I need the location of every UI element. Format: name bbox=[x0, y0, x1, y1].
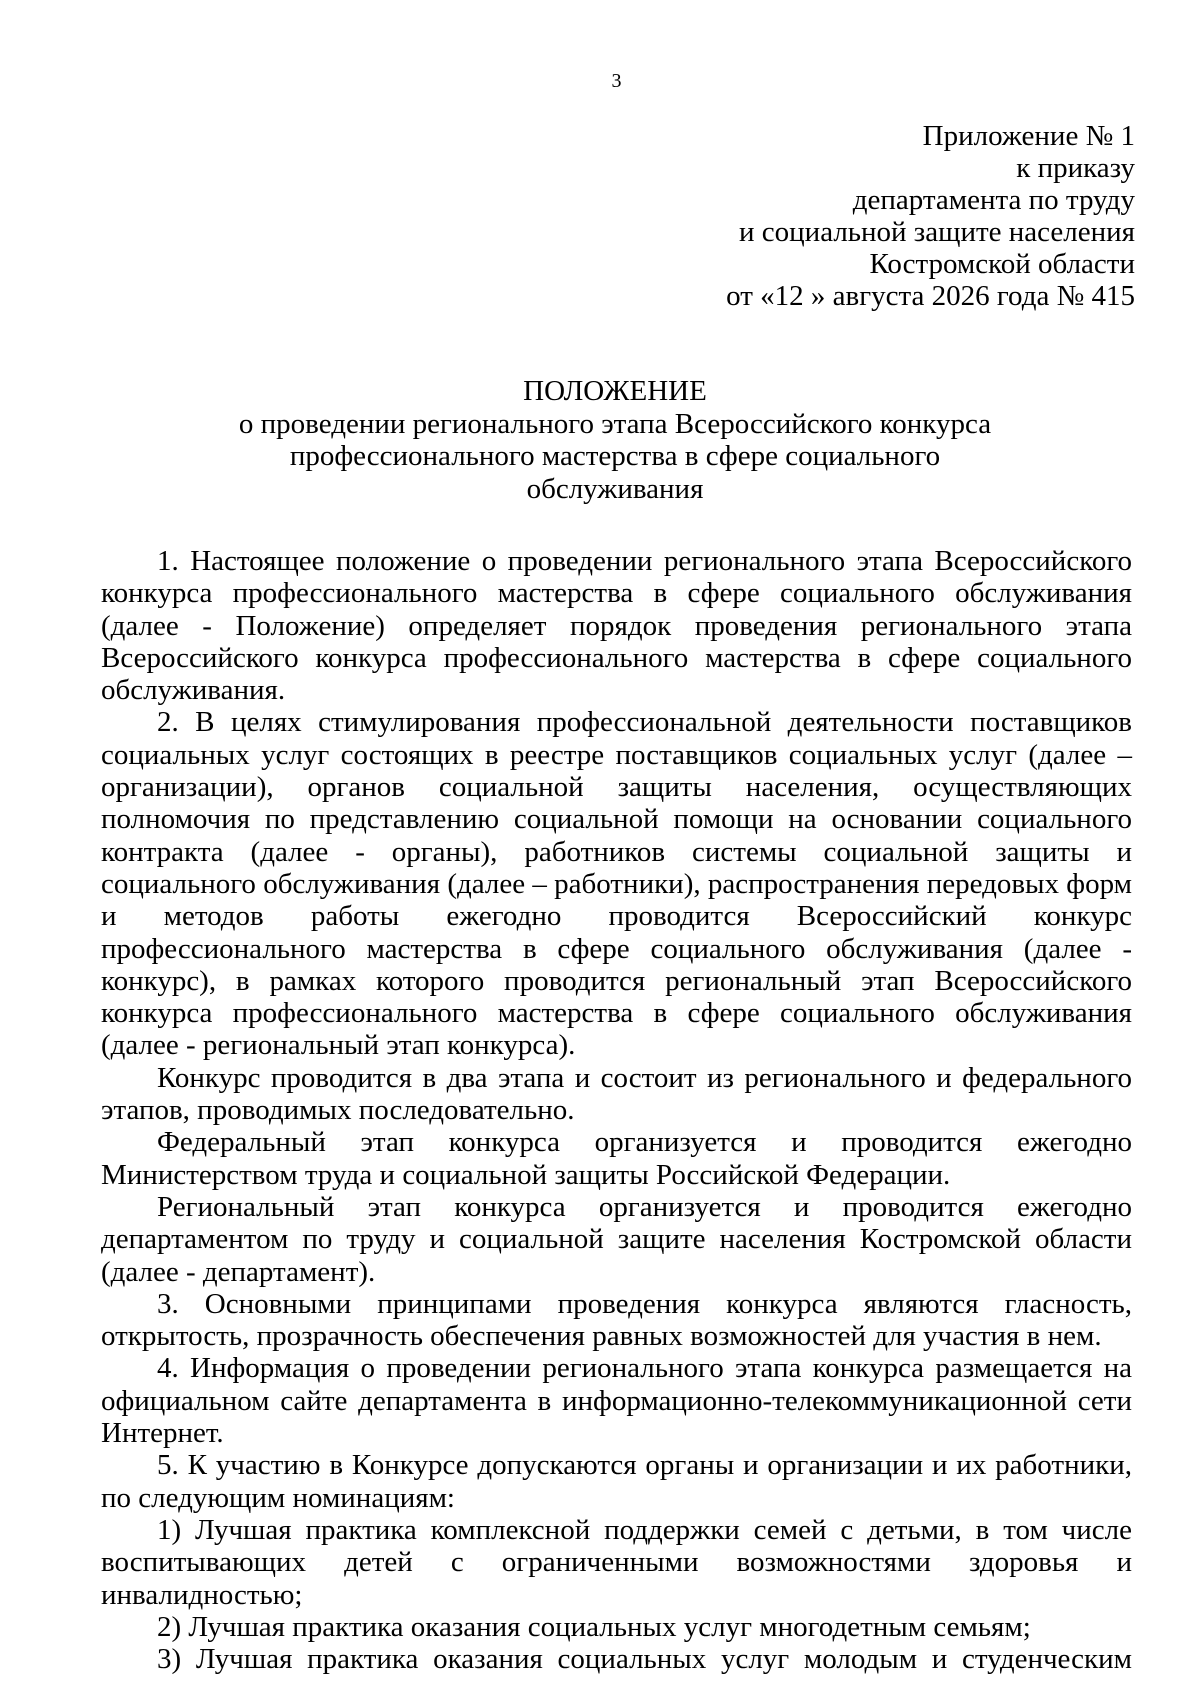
paragraph-2: 2. В целях стимулирования профессиональной деятельности поставщиков социальных услуг состоящих в реестре поставщиков социальных услуг (далее – организации), органов социальной защиты населения, осуществляющих полномочия по представлению социальной помощи на основании социального контракта (далее - органы), работников системы социальной защиты и социального обслуживания (далее – работники), распространения передовых форм и методов работы ежегодно проводится Всероссийский конкурс профессионального мастерства в сфере социального обслуживания (далее - конкурс), в рамках которого проводится региональный этап Всероссийского конкурса профессионального мастерства в сфере социального обслуживания (далее - региональный этап конкурса). bbox=[101, 706, 1132, 1062]
appendix-line: Приложение № 1 bbox=[922, 120, 1135, 152]
appendix-line: и социальной защите населения bbox=[739, 216, 1135, 248]
paragraph-1: 1. Настоящее положение о проведении регионального этапа Всероссийского конкурса профессионального мастерства в сфере социального обслуживания (далее - Положение) определяет порядок проведения регионального этапа Всероссийского конкурса профессионального мастерства в сфере социального обслуживания. bbox=[101, 545, 1132, 707]
appendix-line: к приказу bbox=[1016, 152, 1135, 184]
appendix-line: от «12 » августа 2026 года № 415 bbox=[726, 280, 1135, 312]
nomination-1: 1) Лучшая практика комплексной поддержки семей с детьми, в том числе воспитывающих детей с ограниченными возможностями здоровья и инвалидностью; bbox=[101, 1513, 1132, 1611]
paragraph-5: 5. К участию в Конкурсе допускаются органы и организации и их работники, по следующим номинациям: bbox=[101, 1449, 1132, 1514]
appendix-line: Костромской области bbox=[869, 248, 1135, 280]
title-heading: ПОЛОЖЕНИЕ bbox=[523, 375, 707, 407]
title-line: обслуживания bbox=[526, 472, 704, 505]
nomination-2: 2) Лучшая практика оказания социальных услуг многодетным семьям; bbox=[157, 1610, 1031, 1643]
title-line: профессионального мастерства в сфере социального bbox=[289, 440, 941, 472]
nomination-3: 3) Лучшая практика оказания социальных услуг молодым и студенческим bbox=[157, 1643, 1132, 1676]
appendix-header bbox=[535, 120, 1135, 312]
paragraph-4: 4. Информация о проведении регионального этапа конкурса размещается на официальном сайте департамента в информационно-телекоммуникационной сети Интернет. bbox=[101, 1352, 1132, 1450]
paragraph-regional-stage: Региональный этап конкурса организуется и проводится ежегодно департаментом по труду и социальной защите населения Костромской области (далее - департамент). bbox=[101, 1190, 1132, 1288]
page-number: 3 bbox=[611, 70, 622, 92]
title-line: о проведении регионального этапа Всероссийского конкурса bbox=[238, 407, 992, 440]
document-body bbox=[101, 545, 1132, 1675]
document-title bbox=[150, 375, 1080, 505]
appendix-line: департамента по труду bbox=[852, 184, 1135, 216]
paragraph-federal-stage: Федеральный этап конкурса организуется и проводится ежегодно Министерством труда и социальной защиты Российской Федерации. bbox=[101, 1126, 1132, 1191]
paragraph-3: 3. Основными принципами проведения конкурса являются гласность, открытость, прозрачность обеспечения равных возможностей для участия в нем. bbox=[101, 1287, 1132, 1353]
paragraph-two-stages: Конкурс проводится в два этапа и состоит из регионального и федерального этапов, проводимых последовательно. bbox=[101, 1061, 1132, 1127]
